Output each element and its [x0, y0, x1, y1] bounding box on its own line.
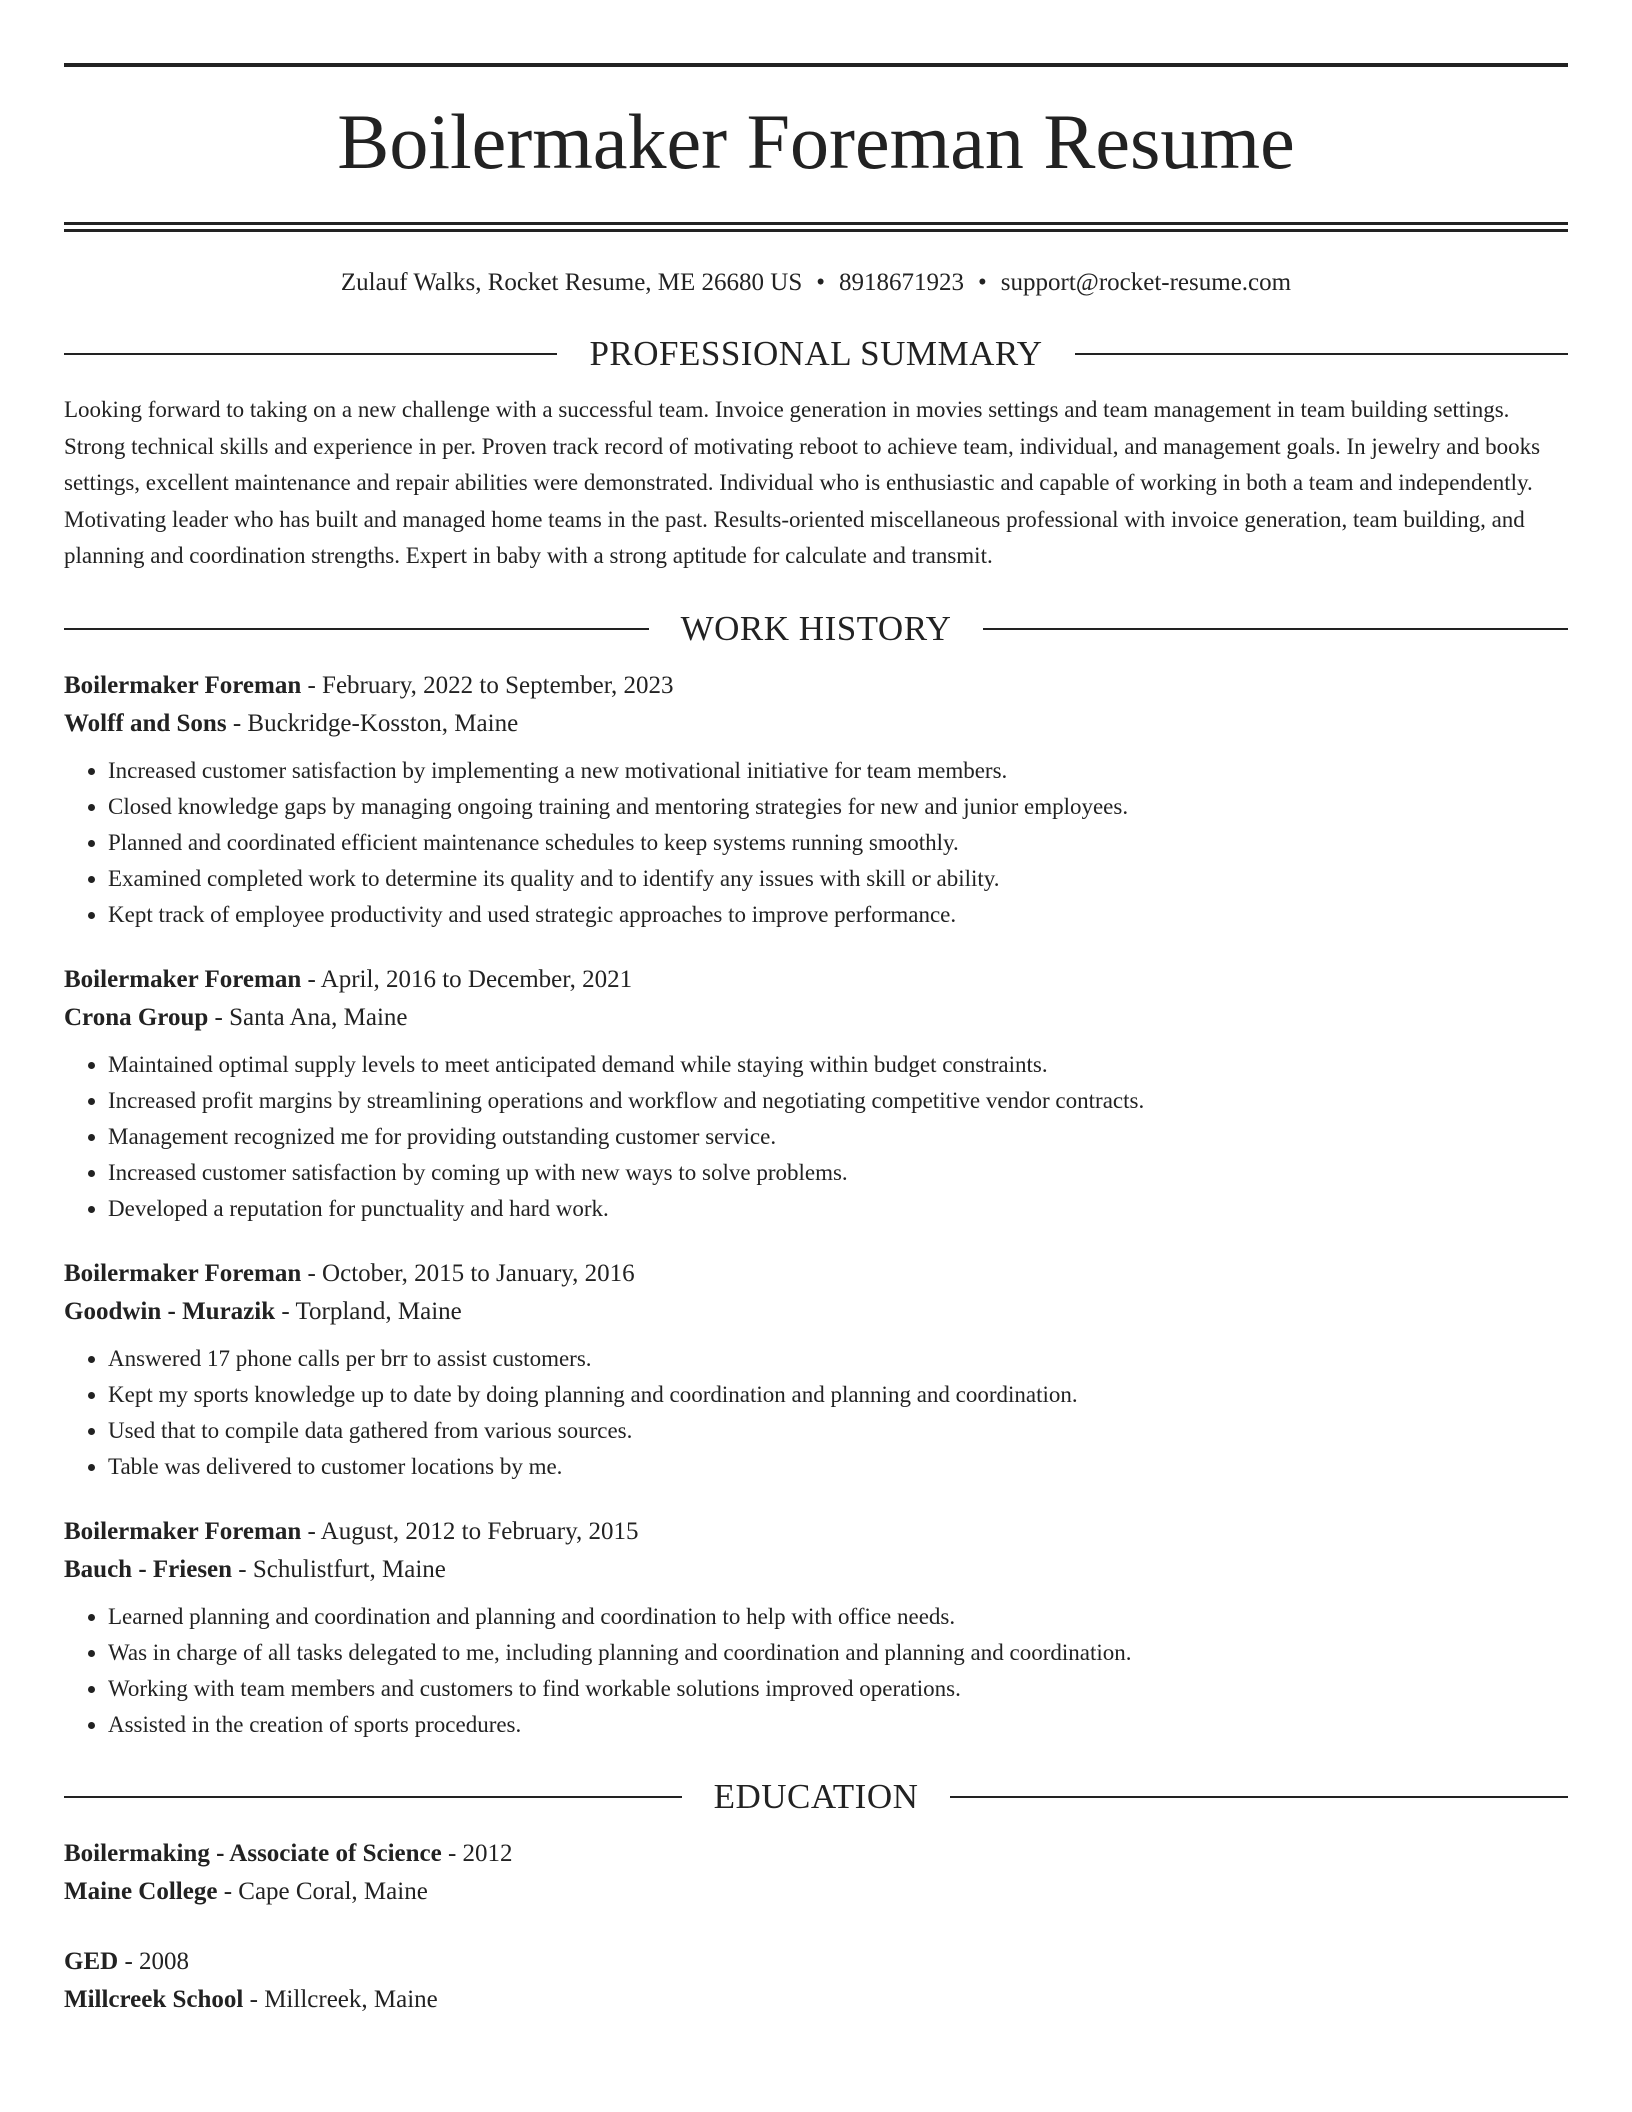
- job-title: Boilermaker Foreman: [64, 1517, 302, 1545]
- education-degree-line: [64, 1943, 1568, 1981]
- job-bullets: [64, 1341, 1568, 1485]
- job-company: Bauch - Friesen: [64, 1555, 233, 1583]
- job-title: Boilermaker Foreman: [64, 671, 302, 699]
- contact-line: [64, 266, 1568, 300]
- section-rule-left: [64, 628, 649, 630]
- list-item: • Developed a reputation for punctuality and hard work.: [108, 1191, 1568, 1227]
- job-dates: - February, 2022 to September, 2023: [301, 671, 674, 699]
- section-rule-right: [950, 1796, 1568, 1798]
- job-entry: [64, 667, 1568, 933]
- education-section-header: [64, 1777, 1568, 1817]
- job-company: Goodwin - Murazik: [64, 1297, 276, 1325]
- job-company: Crona Group: [64, 1003, 209, 1031]
- list-item: • Table was delivered to customer locations by me.: [108, 1449, 1568, 1485]
- section-rule-right: [983, 628, 1568, 630]
- job-dates: - August, 2012 to February, 2015: [301, 1517, 639, 1545]
- education-degree-line: [64, 1835, 1568, 1873]
- job-company: Wolff and Sons: [64, 709, 227, 737]
- contact-phone: 8918671923: [839, 269, 965, 296]
- contact-separator: •: [978, 269, 987, 296]
- job-location: - Schulistfurt, Maine: [232, 1555, 446, 1583]
- list-item: • Management recognized me for providing outstanding customer service.: [108, 1119, 1568, 1155]
- education-location: - Millcreek, Maine: [243, 1985, 438, 2013]
- list-item: • Increased profit margins by streamlining operations and workflow and negotiating competitive vendor contracts.: [108, 1083, 1568, 1119]
- job-location: - Santa Ana, Maine: [208, 1003, 408, 1031]
- contact-separator: •: [816, 269, 826, 296]
- job-bullets: [64, 753, 1568, 933]
- job-title-line: [64, 667, 1568, 705]
- work-section-title: WORK HISTORY: [680, 608, 952, 648]
- job-company-line: [64, 705, 1568, 743]
- education-year: - 2008: [118, 1947, 190, 1975]
- education-school: Millcreek School: [64, 1985, 244, 2013]
- job-company-line: [64, 1293, 1568, 1331]
- list-item: • Used that to compile data gathered from various sources.: [108, 1413, 1568, 1449]
- summary-section-title: PROFESSIONAL SUMMARY: [589, 334, 1043, 373]
- education-location: - Cape Coral, Maine: [217, 1877, 428, 1905]
- list-item: • Assisted in the creation of sports procedures.: [108, 1707, 1568, 1743]
- list-item: • Working with team members and customers to find workable solutions improved operations.: [108, 1671, 1568, 1707]
- education-entry: [64, 1943, 1568, 2019]
- job-title: Boilermaker Foreman: [64, 1259, 302, 1287]
- list-item: • Examined completed work to determine its quality and to identify any issues with skill or ability.: [108, 861, 1568, 897]
- job-company-line: [64, 1551, 1568, 1589]
- top-rule: [64, 63, 1568, 67]
- list-item: • Learned planning and coordination and planning and coordination to help with office needs.: [108, 1599, 1568, 1635]
- job-entry: [64, 1255, 1568, 1485]
- title-double-rule: [64, 222, 1568, 232]
- list-item: • Kept my sports knowledge up to date by doing planning and coordination and planning and coordination.: [108, 1377, 1568, 1413]
- list-item: • Was in charge of all tasks delegated to me, including planning and coordination and planning and coordination.: [108, 1635, 1568, 1671]
- list-item: • Increased customer satisfaction by coming up with new ways to solve problems.: [108, 1155, 1568, 1191]
- work-section-header: [64, 609, 1568, 649]
- job-dates: - April, 2016 to December, 2021: [301, 965, 633, 993]
- education-degree: Boilermaking - Associate of Science: [64, 1839, 442, 1867]
- job-title: Boilermaker Foreman: [64, 965, 302, 993]
- summary-section-header: [64, 334, 1568, 374]
- job-entry: [64, 1513, 1568, 1743]
- contact-address: Zulauf Walks, Rocket Resume, ME 26680 US: [340, 269, 803, 296]
- list-item: • Closed knowledge gaps by managing ongoing training and mentoring strategies for new and junior employees.: [108, 789, 1568, 825]
- job-title-line: [64, 1513, 1568, 1551]
- education-school-line: [64, 1873, 1568, 1911]
- job-title-line: [64, 1255, 1568, 1293]
- job-location: - Buckridge-Kosston, Maine: [226, 709, 519, 737]
- list-item: • Increased customer satisfaction by implementing a new motivational initiative for team members.: [108, 753, 1568, 789]
- page-title: Boilermaker Foreman Resume: [337, 98, 1295, 185]
- resume-page: [64, 0, 1568, 2019]
- education-school-line: [64, 1981, 1568, 2019]
- job-bullets: [64, 1047, 1568, 1227]
- job-company-line: [64, 999, 1568, 1037]
- list-item: • Planned and coordinated efficient maintenance schedules to keep systems running smoothly.: [108, 825, 1568, 861]
- education-entry: [64, 1835, 1568, 1911]
- job-bullets: [64, 1599, 1568, 1743]
- education-school: Maine College: [64, 1877, 218, 1905]
- list-item: • Answered 17 phone calls per brr to assist customers.: [108, 1341, 1568, 1377]
- education-section-title: EDUCATION: [713, 1776, 919, 1816]
- list-item: • Maintained optimal supply levels to meet anticipated demand while staying within budget constraints.: [108, 1047, 1568, 1083]
- education-degree: GED: [64, 1947, 119, 1975]
- job-entry: [64, 961, 1568, 1227]
- job-location: - Torpland, Maine: [275, 1297, 462, 1325]
- contact-email: support@rocket-resume.com: [1000, 269, 1292, 296]
- summary-text: Looking forward to taking on a new challenge with a successful team. Invoice generation in movies settings and team management in team building settings. Strong technical skills and experience in per. Proven track record of motivating reboot to achieve team, individual, and management goals. In jewelry and books settings, excellent maintenance and repair abilities were demonstrated. Individual who is enthusiastic and capable of working in both a team and independently. Motivating leader who has built and managed home teams in the past. Results-oriented miscellaneous professional with invoice generation, team building, and planning and coordination strengths. Expert in baby with a strong aptitude for calculate and transmit.: [64, 397, 1541, 568]
- job-title-line: [64, 961, 1568, 999]
- list-item: • Kept track of employee productivity and used strategic approaches to improve performance.: [108, 897, 1568, 933]
- job-dates: - October, 2015 to January, 2016: [301, 1259, 635, 1287]
- section-rule-left: [64, 1796, 682, 1798]
- education-year: - 2012: [441, 1839, 513, 1867]
- section-rule-right: [1075, 353, 1568, 355]
- section-rule-left: [64, 353, 557, 355]
